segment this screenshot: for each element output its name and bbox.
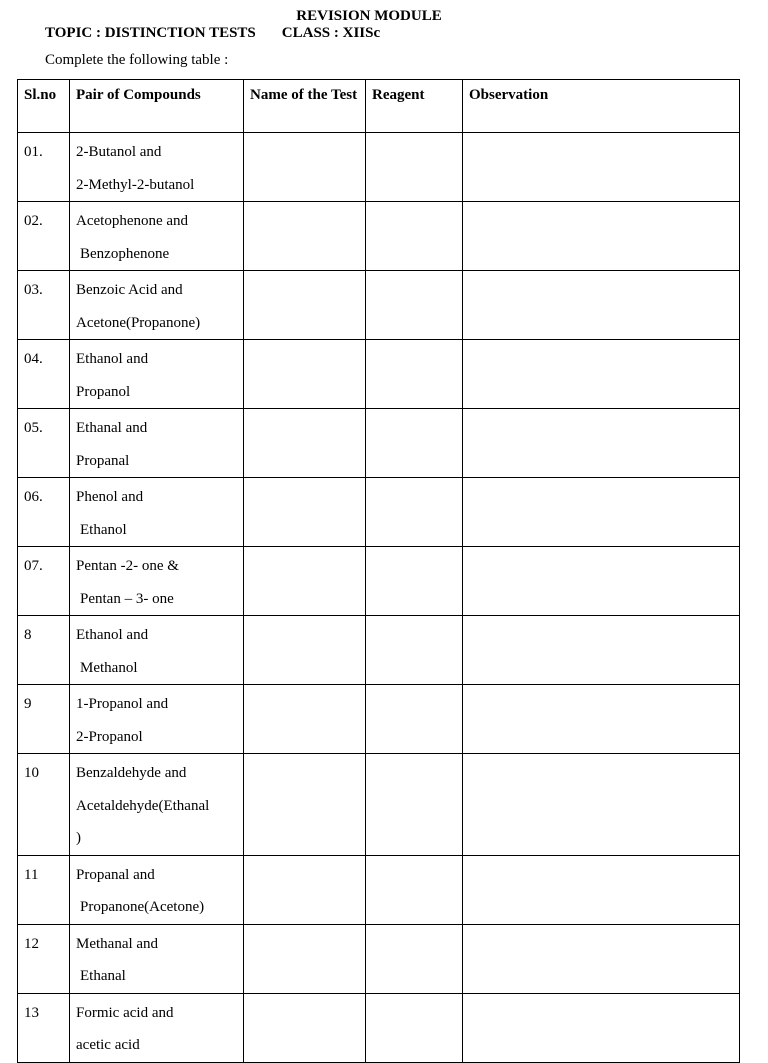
test-name-cell[interactable] xyxy=(244,685,366,754)
slno-cell: 9 xyxy=(18,685,70,754)
instruction-text: Complete the following table : xyxy=(45,52,229,68)
reagent-cell[interactable] xyxy=(366,855,463,924)
reagent-cell[interactable] xyxy=(366,409,463,478)
compound-line: 2-Methyl-2-butanol xyxy=(76,176,195,193)
slno-cell: 05. xyxy=(18,409,70,478)
table-row xyxy=(18,616,740,685)
compound-line: acetic acid xyxy=(76,1037,140,1053)
observation-cell[interactable] xyxy=(463,547,740,616)
test-name-cell[interactable] xyxy=(244,547,366,616)
reagent-cell[interactable] xyxy=(366,754,463,856)
compound-line: Formic acid and xyxy=(76,1004,174,1021)
compound-line: Phenol and xyxy=(76,489,144,505)
column-header-test-name: Name of the Test xyxy=(244,80,366,133)
observation-cell[interactable] xyxy=(463,754,740,856)
table-row xyxy=(18,202,740,271)
reagent-cell[interactable] xyxy=(366,133,463,202)
observation-cell[interactable] xyxy=(463,271,740,340)
observation-cell[interactable] xyxy=(463,616,740,685)
compound-line: Pentan -2- one & xyxy=(76,558,179,574)
slno-cell: 03. xyxy=(18,271,70,340)
compound-line: ) xyxy=(76,830,81,846)
observation-cell[interactable] xyxy=(463,478,740,547)
table-row xyxy=(18,478,740,547)
slno-cell: 04. xyxy=(18,340,70,409)
compound-line: Acetone(Propanone) xyxy=(76,314,201,331)
table-row xyxy=(18,133,740,202)
compound-line: Pentan – 3- one xyxy=(80,590,174,607)
test-name-cell[interactable] xyxy=(244,271,366,340)
reagent-cell[interactable] xyxy=(366,685,463,754)
compound-line: 2-Propanol xyxy=(76,728,143,745)
test-name-cell[interactable] xyxy=(244,616,366,685)
column-header-observation: Observation xyxy=(463,80,740,133)
table-row xyxy=(18,340,740,409)
observation-cell[interactable] xyxy=(463,993,740,1062)
slno-cell: 12 xyxy=(18,924,70,993)
slno-cell: 06. xyxy=(18,478,70,547)
page-title: REVISION MODULE xyxy=(296,8,442,24)
compound-pair-cell xyxy=(70,271,244,340)
observation-cell[interactable] xyxy=(463,685,740,754)
class-label: CLASS : XIISc xyxy=(281,25,381,41)
test-name-cell[interactable] xyxy=(244,993,366,1062)
compound-line: Ethanal xyxy=(80,968,126,984)
observation-cell[interactable] xyxy=(463,340,740,409)
table-row xyxy=(18,993,740,1062)
reagent-cell[interactable] xyxy=(366,924,463,993)
compound-pair-cell xyxy=(70,133,244,202)
slno-cell: 8 xyxy=(18,616,70,685)
compound-pair-cell xyxy=(70,409,244,478)
compound-line: Propanol xyxy=(76,383,131,400)
compound-line: Propanal and xyxy=(76,866,155,883)
compound-pair-cell xyxy=(70,924,244,993)
compound-line: Ethanol and xyxy=(76,351,149,367)
test-name-cell[interactable] xyxy=(244,924,366,993)
column-header-compounds: Pair of Compounds xyxy=(70,80,244,133)
table-row xyxy=(18,547,740,616)
test-name-cell[interactable] xyxy=(244,855,366,924)
table-header-row xyxy=(18,80,740,133)
test-name-cell[interactable] xyxy=(244,754,366,856)
compound-line: Ethanol and xyxy=(76,627,149,643)
compound-line: Benzoic Acid and xyxy=(76,282,183,298)
table-row xyxy=(18,271,740,340)
compound-line: Benzophenone xyxy=(80,245,170,262)
test-name-cell[interactable] xyxy=(244,202,366,271)
compound-pair-cell xyxy=(70,547,244,616)
reagent-cell[interactable] xyxy=(366,616,463,685)
compound-pair-cell xyxy=(70,340,244,409)
compound-line: Acetophenone and xyxy=(76,213,189,229)
slno-cell: 02. xyxy=(18,202,70,271)
slno-cell: 11 xyxy=(18,855,70,924)
compound-pair-cell xyxy=(70,478,244,547)
distinction-tests-table xyxy=(17,79,740,1063)
observation-cell[interactable] xyxy=(463,855,740,924)
table-row xyxy=(18,754,740,856)
observation-cell[interactable] xyxy=(463,133,740,202)
compound-line: Ethanal and xyxy=(76,420,148,436)
compound-pair-cell xyxy=(70,993,244,1062)
reagent-cell[interactable] xyxy=(366,478,463,547)
test-name-cell[interactable] xyxy=(244,478,366,547)
compound-line: Methanal and xyxy=(76,935,159,952)
reagent-cell[interactable] xyxy=(366,271,463,340)
observation-cell[interactable] xyxy=(463,924,740,993)
compound-pair-cell xyxy=(70,685,244,754)
compound-pair-cell xyxy=(70,754,244,856)
table-body xyxy=(18,133,740,1063)
table-row xyxy=(18,924,740,993)
topic-label: TOPIC : DISTINCTION TESTS xyxy=(45,25,256,41)
column-header-reagent: Reagent xyxy=(366,80,463,133)
reagent-cell[interactable] xyxy=(366,993,463,1062)
observation-cell[interactable] xyxy=(463,409,740,478)
subtitle xyxy=(45,25,380,42)
compound-line: 2-Butanol and xyxy=(76,144,162,160)
compound-line: Acetaldehyde(Ethanal xyxy=(76,797,210,814)
compound-pair-cell xyxy=(70,855,244,924)
observation-cell[interactable] xyxy=(463,202,740,271)
table-row xyxy=(18,855,740,924)
compound-line: Propanal xyxy=(76,452,130,469)
test-name-cell[interactable] xyxy=(244,409,366,478)
table-row xyxy=(18,409,740,478)
column-header-slno: Sl.no xyxy=(18,80,70,133)
compound-pair-cell xyxy=(70,202,244,271)
slno-cell: 10 xyxy=(18,754,70,856)
table-row xyxy=(18,685,740,754)
compound-line: 1-Propanol and xyxy=(76,696,169,712)
slno-cell: 07. xyxy=(18,547,70,616)
reagent-cell[interactable] xyxy=(366,547,463,616)
test-name-cell[interactable] xyxy=(244,133,366,202)
reagent-cell[interactable] xyxy=(366,340,463,409)
slno-cell: 13 xyxy=(18,993,70,1062)
reagent-cell[interactable] xyxy=(366,202,463,271)
compound-line: Propanone(Acetone) xyxy=(80,899,205,915)
compound-line: Methanol xyxy=(80,659,138,676)
compound-line: Benzaldehyde and xyxy=(76,765,187,781)
compound-pair-cell xyxy=(70,616,244,685)
compound-line: Ethanol xyxy=(80,521,127,538)
slno-cell: 01. xyxy=(18,133,70,202)
test-name-cell[interactable] xyxy=(244,340,366,409)
